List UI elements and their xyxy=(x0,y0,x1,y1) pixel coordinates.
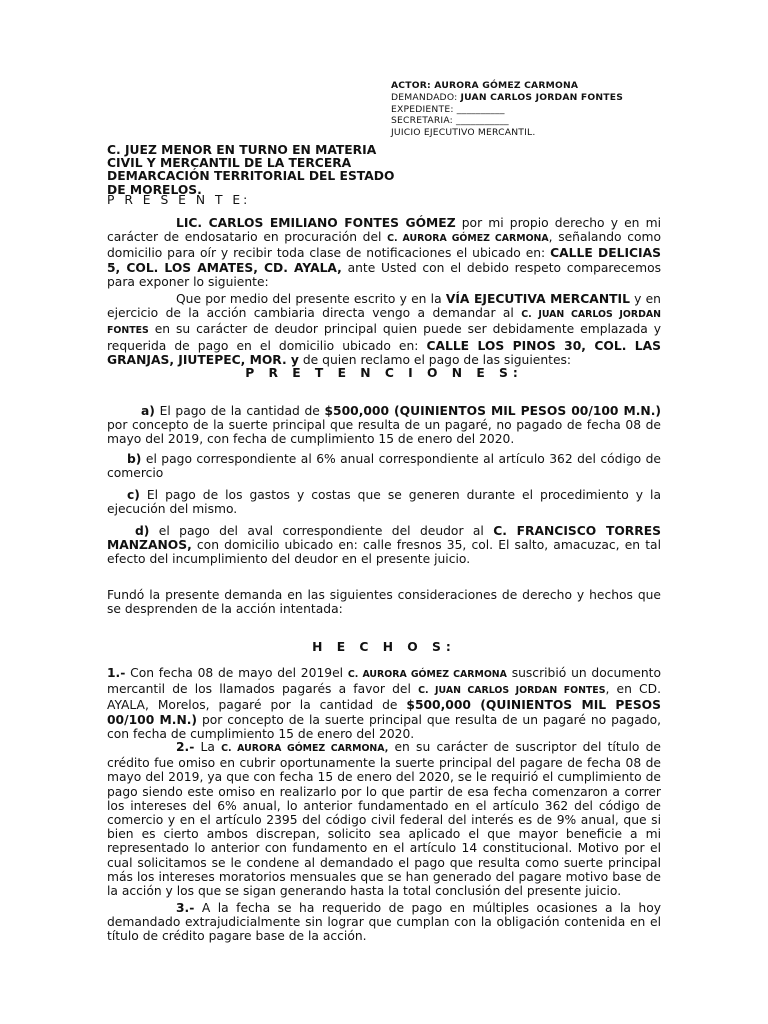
actor-name: AURORA GÓMEZ CARMONA xyxy=(434,80,579,91)
demandado-line xyxy=(391,92,623,104)
addressee-line-1: C. JUEZ MENOR EN TURNO EN MATERIA xyxy=(107,143,377,157)
pretencion-b-label: b) xyxy=(127,452,142,466)
addressee xyxy=(107,144,661,197)
hecho-1-text-2: suscribió un documento mercantil de los llamados pagarés a favor del xyxy=(107,666,661,697)
francisco-name: C. FRANCISCO TORRES MANZANOS, xyxy=(107,524,662,553)
hecho-1-text-1: Con fecha 08 de mayo del 2019el xyxy=(125,666,348,680)
hecho-1-text-3: , en CD. AYALA, Morelos, pagaré por la cantidad de xyxy=(107,682,661,713)
lawyer-name: LIC. CARLOS EMILIANO FONTES GÓMEZ xyxy=(176,216,456,230)
pretenciones-title: P R E T E N C I O N E S: xyxy=(245,366,523,380)
hecho-1-juan: C. JUAN CARLOS JORDAN FONTES xyxy=(418,685,606,697)
via-text-4: de quien reclamo el pago de las siguientes: xyxy=(298,352,572,367)
pretencion-d-label: d) xyxy=(135,524,150,538)
hecho-1-text-4: por concepto de la suerte principal que resulta de un pagaré no pagado, con fecha de cumplimiento 15 de enero del 2020. xyxy=(107,712,661,741)
intro-text-2: , señalando como domicilio para oír y recibir toda clase de notificaciones el ubicado en: xyxy=(107,230,661,261)
demandado-name: JUAN CARLOS JORDAN FONTES xyxy=(460,91,624,103)
pretencion-c-text: El pago de los gastos y costas que se generen durante el procedimiento y la ejecución del mismo. xyxy=(107,488,661,517)
pretencion-d xyxy=(107,524,661,567)
fundo-paragraph: Fundó la presente demanda en las siguientes consideraciones de derecho y hechos que se desprenden de la acción intentada: xyxy=(107,588,661,617)
hecho-1 xyxy=(107,666,661,741)
via-text-2: y en ejercicio de la acción cambiaria directa vengo a demandar al xyxy=(107,292,661,321)
pretencion-a-text-2: por concepto de la suerte principal que resulta de un pagaré, no pagado de fecha 08 de mayo del 2019, con fecha de cumplimiento 15 de enero del 2020. xyxy=(107,418,661,447)
intro-address: CALLE DELICIAS 5, COL. LOS AMATES, CD. AYALA, xyxy=(107,246,661,275)
pretencion-a-label: a) xyxy=(141,404,155,418)
juan-name: C. JUAN CARLOS JORDAN FONTES xyxy=(107,309,661,337)
via-paragraph xyxy=(107,292,661,367)
demandado-label: DEMANDADO: xyxy=(391,91,458,103)
pretencion-d-text-1: el pago del aval correspondiente del deudor al xyxy=(149,524,494,538)
pretencion-c xyxy=(107,488,661,516)
hecho-2-text-1: La xyxy=(194,740,222,754)
hecho-2-text-2: en su carácter de suscriptor del título de crédito fue omiso en cubrir oportunamente la suerte principal del pagare de fecha 08 de mayo del 2019, ya que con fecha 15 de enero del 2020, se le requirió el cumplimiento de pago siendo este omiso en realizarlo por lo que partir de esa fecha comenzaron a correr los intereses del 6% anual, lo anterior fundamentado en el artículo 362 del código de comercio y en el artículo 2395 del código civil federal del interés es de 9% anual, que si bien es cierto ambos discrepan, solicito sea aplicado el que mayor beneficie a mi representado lo anterior con fundamento en el artículo 14 constitucional. Motivo por el cual solicitamos se le condene al demandado el pago que resulta como suerte principal más los intereses moratorios mensuales que se han generado del pagare motivo base de la acción y los que se sigan generando hasta la total conclusión del presente juicio. xyxy=(107,740,661,899)
secretaria-line: SECRETARIA: ___________ xyxy=(391,115,509,127)
via-y: y xyxy=(286,352,299,367)
pretencion-a-text-1: El pago de la cantidad de xyxy=(154,404,325,418)
hecho-1-aurora: C. AURORA GÓMEZ CARMONA xyxy=(347,669,507,680)
pretencion-a xyxy=(107,404,661,447)
pretencion-c-label: c) xyxy=(127,488,140,502)
via-address: CALLE LOS PINOS 30, COL. LAS GRANJAS, JIUTEPEC, MOR. xyxy=(107,338,661,367)
pretencion-b xyxy=(107,452,661,480)
hecho-3-text-1: A la fecha se ha requerido de pago en múltiples ocasiones a la hoy demandado extrajudicialmente sin lograr que cumplan con la obligación contenida en el título de crédito pagare base de la acción. xyxy=(107,901,661,944)
intro-text-1: por mi propio derecho y en mi carácter de endosatario en procuración del xyxy=(107,216,661,245)
pretencion-a-amount: $500,000 (QUINIENTOS MIL PESOS 00/100 M.N.) xyxy=(324,404,661,418)
intro-text-3: ante Usted con el debido respeto comparecemos para exponer lo siguiente: xyxy=(107,260,661,289)
juicio-line: JUICIO EJECUTIVO MERCANTIL. xyxy=(391,127,536,139)
expediente-line: EXPEDIENTE: __________ xyxy=(391,103,505,115)
via-text-1: Que por medio del presente escrito y en la xyxy=(176,292,446,306)
hecho-2 xyxy=(107,740,661,898)
intro-paragraph xyxy=(107,216,661,289)
presente: P R E S E N T E: xyxy=(107,193,251,207)
hecho-1-num: 1.- xyxy=(107,666,126,680)
addressee-line-4: DE MORELOS. xyxy=(107,182,202,197)
addressee-line-3: DEMARCACIÓN TERRITORIAL DEL ESTADO xyxy=(107,169,395,184)
via-text-3: en su carácter de deudor principal quien puede ser debidamente emplazada y requerida de pago en el domicilio ubicado en: xyxy=(107,322,661,353)
actor-line xyxy=(391,80,623,92)
via-ejecutiva: VÍA EJECUTIVA MERCANTIL xyxy=(445,292,630,306)
hecho-3-num: 3.- xyxy=(176,901,195,915)
addressee-line-2: CIVIL Y MERCANTIL DE LA TERCERA xyxy=(107,156,352,171)
case-header xyxy=(391,80,623,139)
pretencion-b-text: el pago correspondiente al 6% anual correspondiente al artículo 362 del código de comercio xyxy=(107,452,661,481)
hecho-2-num: 2.- xyxy=(176,740,195,754)
aurora-name: C. AURORA GÓMEZ CARMONA xyxy=(387,233,549,245)
hechos-title: H E C H O S: xyxy=(312,640,456,654)
hecho-1-amount: $500,000 (QUINIENTOS MIL PESOS 00/100 M.N.) xyxy=(107,698,661,727)
hecho-3 xyxy=(107,901,661,944)
pretencion-d-text-2: con domicilio ubicado en: calle fresnos 35, col. El salto, amacuzac, en tal efecto del incumplimiento del deudor en el presente juicio. xyxy=(107,538,661,567)
hecho-2-aurora: C. AURORA GÓMEZ CARMONA, xyxy=(221,743,389,754)
actor-label: ACTOR: xyxy=(391,80,431,91)
